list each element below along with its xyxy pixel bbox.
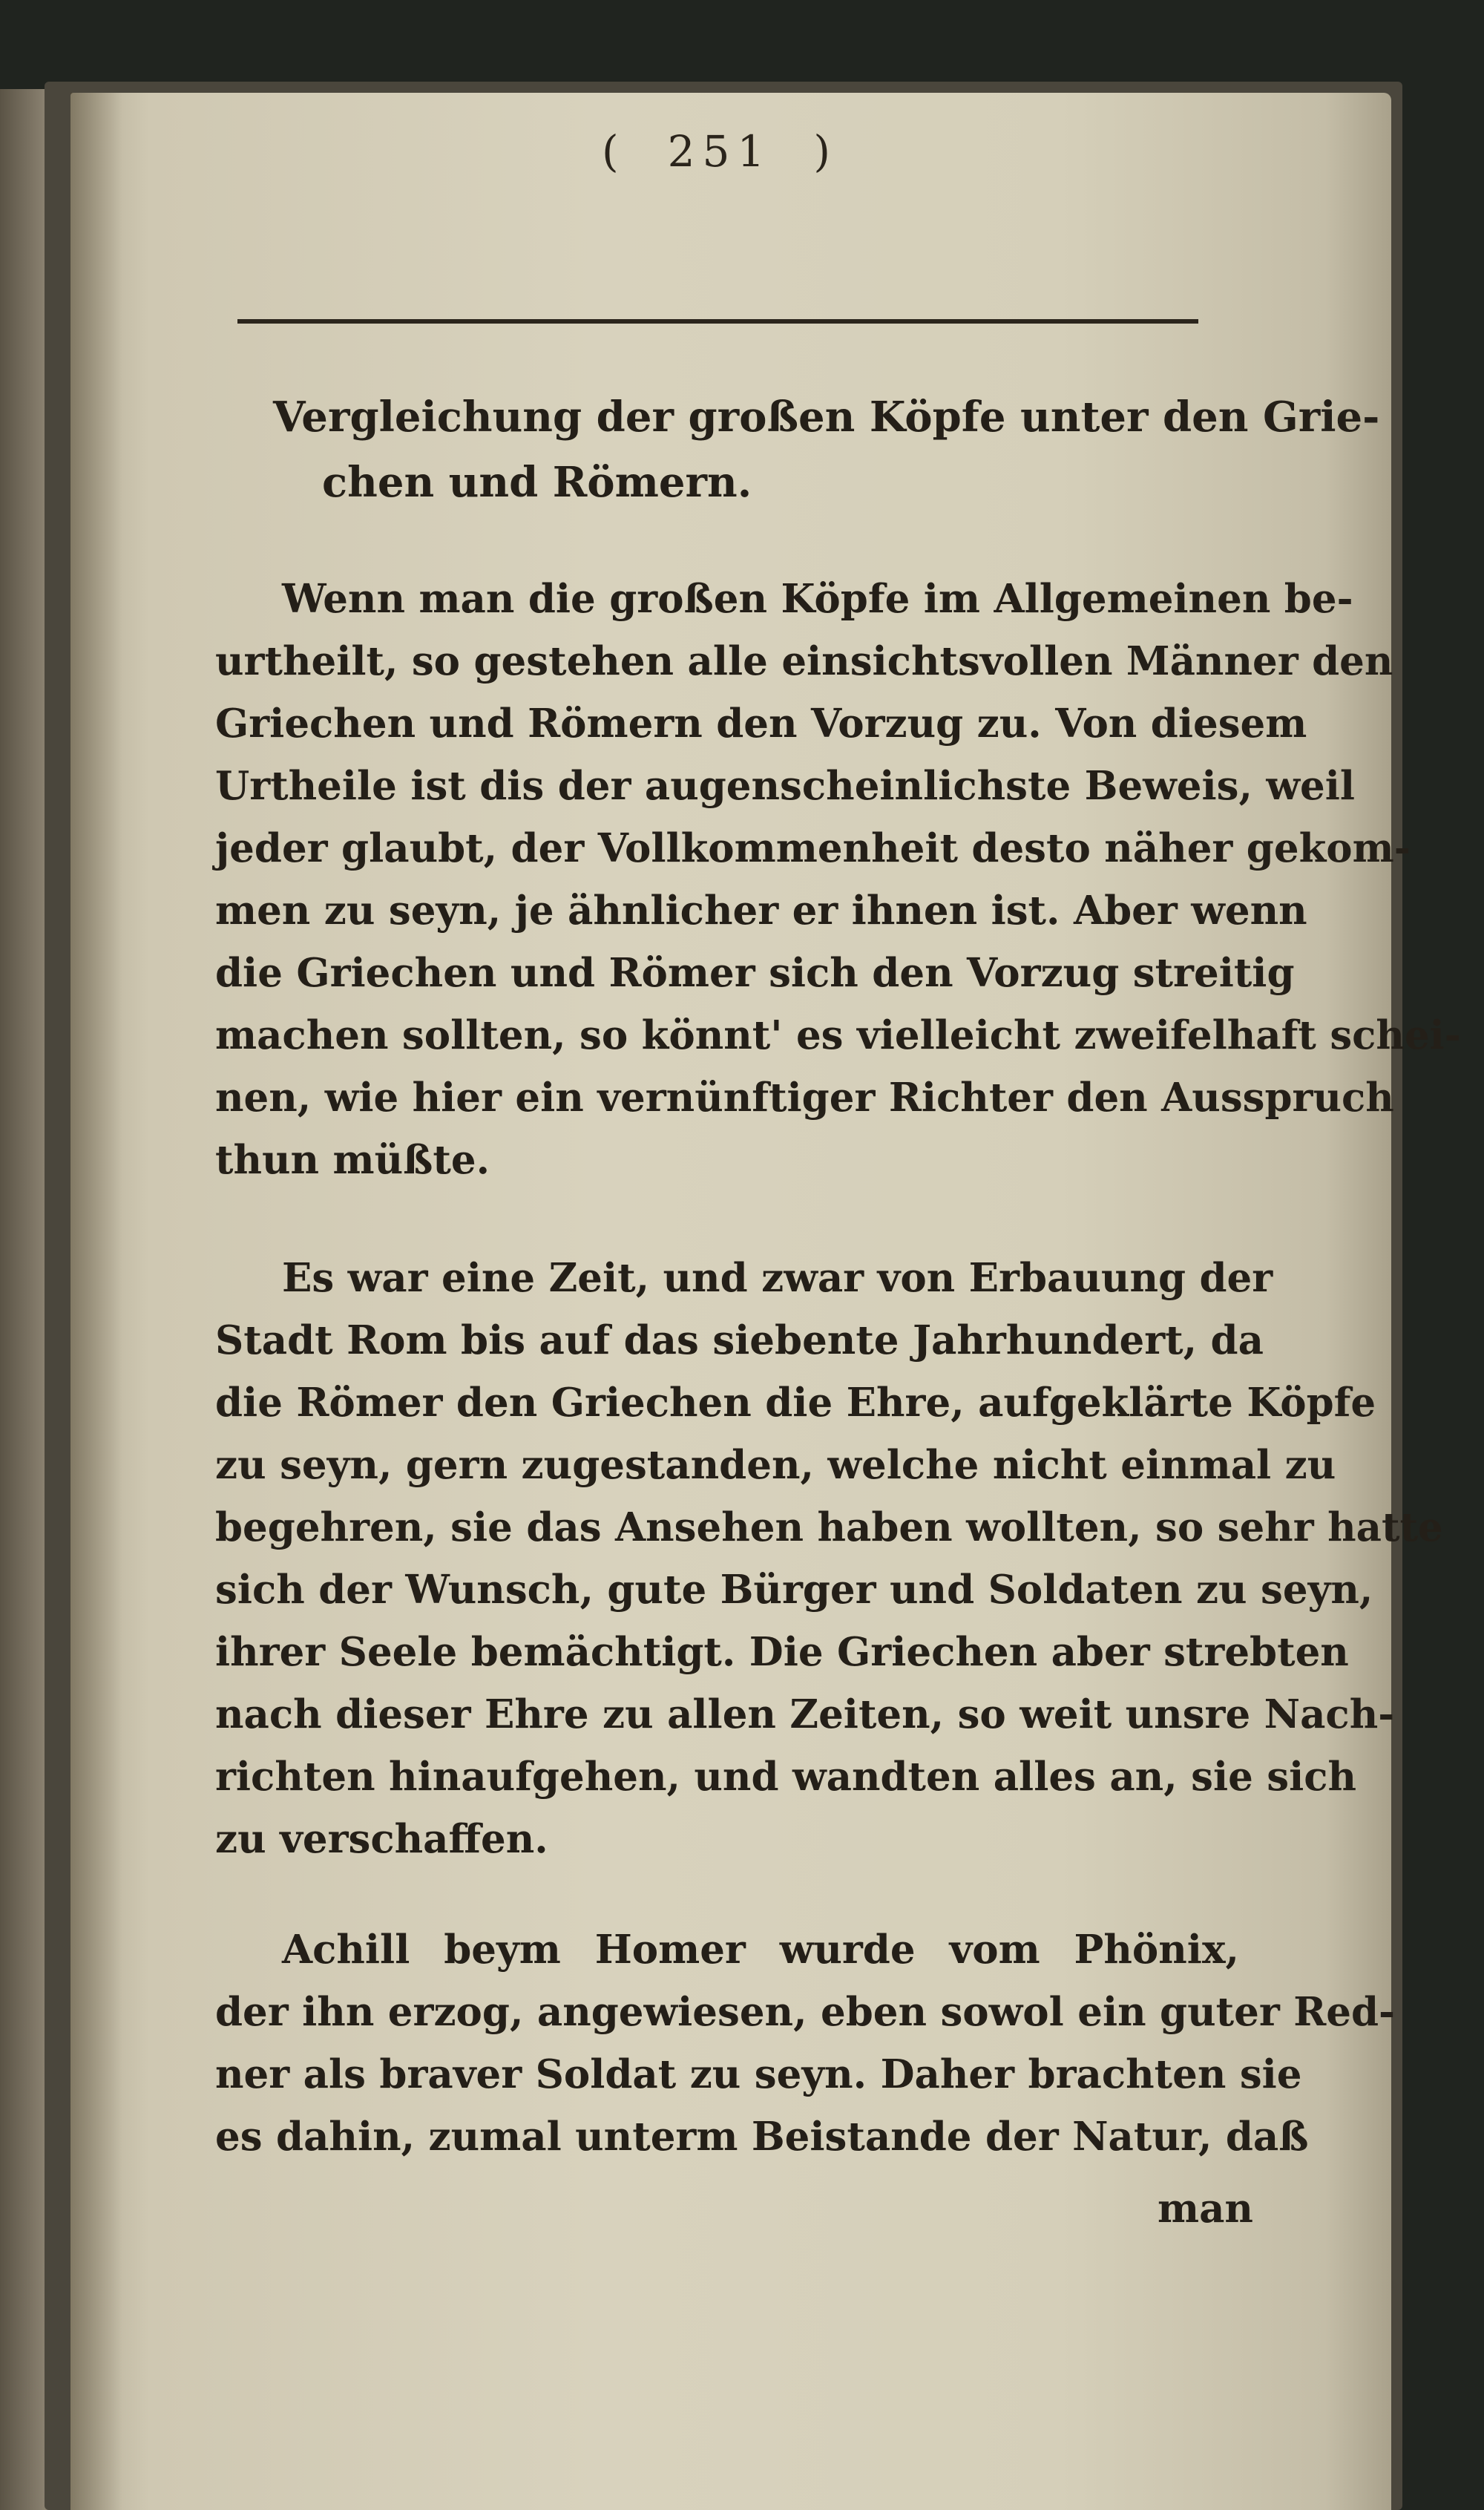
text-line: begehren, sie das Ansehen haben wollten, so sehr hatte: [215, 1504, 1443, 1550]
paragraph-1: [215, 568, 1461, 1191]
text-line: Achill beym Homer wurde vom Phönix,: [282, 1927, 1239, 1973]
text-line: jeder glaubt, der Vollkommenheit desto näher gekom-: [215, 825, 1411, 871]
text-line: ner als braver Soldat zu seyn. Daher brachten sie: [215, 2051, 1302, 2097]
text-line: es dahin, zumal unterm Beistande der Natur, daß: [215, 2114, 1309, 2160]
text-line: thun müßte.: [215, 1137, 490, 1183]
text-line: Urtheile ist dis der augenscheinlichste Beweis, weil: [215, 763, 1355, 809]
page-number-header: [549, 126, 890, 193]
text-line: machen sollten, so könnt' es vielleicht zweifelhaft schei-: [215, 1012, 1461, 1058]
text-line: zu verschaffen.: [215, 1816, 548, 1862]
text-line: sich der Wunsch, gute Bürger und Soldaten zu seyn,: [215, 1567, 1373, 1613]
text-line: zu seyn, gern zugestanden, welche nicht einmal zu: [215, 1442, 1336, 1488]
heading-line: chen und Römern.: [322, 458, 752, 507]
paren-open: (: [602, 126, 626, 177]
text-line: Griechen und Römern den Vorzug zu. Von diesem: [215, 701, 1307, 747]
text-line: Es war eine Zeit, und zwar von Erbauung der: [282, 1255, 1273, 1301]
paren-close: ): [813, 126, 838, 177]
text-line: die Römer den Griechen die Ehre, aufgeklärte Köpfe: [215, 1380, 1376, 1426]
header-rule: [237, 319, 1198, 324]
text-line: urtheilt, so gestehen alle einsichtsvollen Männer den: [215, 638, 1393, 684]
text-line: Stadt Rom bis auf das siebente Jahrhundert, da: [215, 1317, 1264, 1363]
text-line: die Griechen und Römer sich den Vorzug streitig: [215, 950, 1295, 996]
text-line: nach dieser Ehre zu allen Zeiten, so weit unsre Nach-: [215, 1691, 1395, 1737]
chapter-heading: [273, 384, 1380, 515]
text-line: nen, wie hier ein vernünftiger Richter den Ausspruch: [215, 1075, 1394, 1121]
text-line: der ihn erzog, angewiesen, eben sowol ein guter Red-: [215, 1989, 1396, 2035]
paragraph-2: [215, 1247, 1443, 1870]
text-line: ihrer Seele bemächtigt. Die Griechen aber strebten: [215, 1629, 1349, 1675]
text-line: Wenn man die großen Köpfe im Allgemeinen be-: [282, 576, 1353, 622]
text-line: men zu seyn, je ähnlicher er ihnen ist. Aber wenn: [215, 888, 1307, 934]
text-line: richten hinaufgehen, und wandten alles an, sie sich: [215, 1754, 1357, 1800]
catchword: man: [1158, 2186, 1253, 2232]
paragraph-3: [215, 1918, 1396, 2168]
heading-line: Vergleichung der großen Köpfe unter den Grie-: [273, 393, 1380, 442]
page-number: 251: [667, 126, 772, 177]
